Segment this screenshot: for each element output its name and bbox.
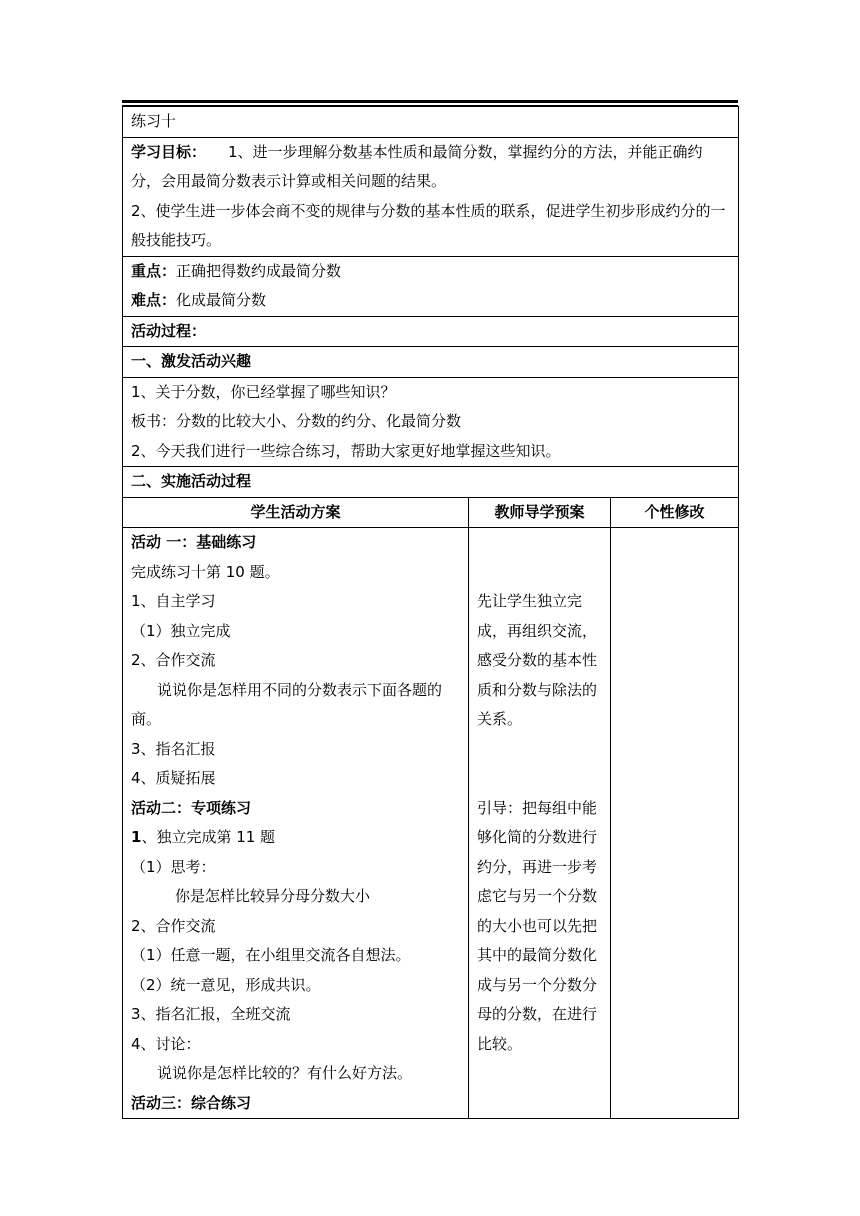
lesson-title: 练习十 [123,107,739,138]
col-header-teacher: 教师导学预案 [469,497,611,528]
activity2-line-4: 3、指名汇报，全班交流 [131,1005,291,1023]
teacher-guide-1: 先让学生独立完成，再组织交流，感受分数的基本性质和分数与除法的关系。 [477,592,598,728]
key-points-cell [123,256,739,316]
revision-cell [611,528,739,1119]
section1-body [123,377,739,467]
activity1-title: 活动 一：基础练习 [131,533,257,551]
process-label: 活动过程： [123,316,739,347]
difficulty-label: 难点： [131,291,177,309]
activity1-tail-1: 3、指名汇报 [131,739,216,758]
activity2-think: （1）思考： [131,857,216,876]
section2-heading: 二、实施活动过程 [123,467,739,498]
col-header-revision: 个性修改 [611,497,739,528]
teacher-guide-2: 引导：把每组中能够化简的分数进行约分，再进一步考虑它与另一个分数的大小也可以先把其中的最简分数化成与另一个分数分母的分数，在进行比较。 [477,798,598,1053]
activity1-line-3: （1）独立完成 [131,621,231,640]
activity2-line-5: 4、讨论： [131,1034,201,1053]
objectives-label: 学习目标： [131,142,207,161]
process-row [123,316,739,347]
activity2-step1-text: 、独立完成第 11 题 [141,828,276,846]
top-double-rule [122,100,738,103]
objective-2: 2、使学生进一步体会商不变的规律与分数的基本性质的联系，促进学生初步形成约分的一般技能技巧。 [131,201,726,249]
activity2-think-text: 你是怎样比较异分母分数大小 [175,887,371,905]
activity1-line-1: 完成练习十第 10 题。 [131,562,280,581]
activity1-line-2: 1、自主学习 [131,592,216,610]
column-header-row [123,497,739,528]
activity2-title: 活动二：专项练习 [131,798,252,817]
section1-heading-row [123,347,739,378]
section1-body-row [123,377,739,467]
activity2-step1-num: 1 [131,828,142,846]
key-point-label: 重点： [131,261,177,280]
lesson-plan-table [122,106,739,1119]
difficulty-text: 化成最简分数 [176,291,267,309]
objective-1: 1、进一步理解分数基本性质和最简分数，掌握约分的方法，并能正确约分，会用最简分数表示计算或相关问题的结果。 [131,142,703,190]
objectives-row [123,137,739,256]
student-activities-cell [123,528,469,1119]
activity2-line-3: （2）统一意见，形成共识。 [131,975,321,994]
objectives-cell [123,137,739,256]
activity1-tail-2: 4、质疑拓展 [131,769,216,787]
section1-heading: 一、激发活动兴趣 [123,347,739,378]
section1-line-3: 2、今天我们进行一些综合练习，帮助大家更好地掌握这些知识。 [131,441,561,460]
activity2-line-2: （1）任意一题，在小组里交流各自想法。 [131,946,411,964]
activities-row [123,528,739,1119]
section1-line-2: 板书：分数的比较大小、分数的约分、化最简分数 [131,412,462,430]
activity1-indented: 说说你是怎样用不同的分数表示下面各题的商。 [131,680,443,728]
activity1-line-4: 2、合作交流 [131,651,216,669]
teacher-guide-cell [469,528,611,1119]
key-points-row [123,256,739,316]
title-row [123,107,739,138]
key-point-text: 正确把得数约成最简分数 [176,261,342,280]
section1-line-1: 1、关于分数，你已经掌握了哪些知识？ [131,382,396,401]
section2-heading-row [123,467,739,498]
activity2-line-1: 2、合作交流 [131,916,216,935]
lesson-plan-page [122,100,738,1119]
activity3-title: 活动三：综合练习 [131,1093,252,1112]
activity2-indented: 说说你是怎样比较的？有什么好方法。 [157,1064,413,1082]
col-header-student: 学生活动方案 [123,497,469,528]
